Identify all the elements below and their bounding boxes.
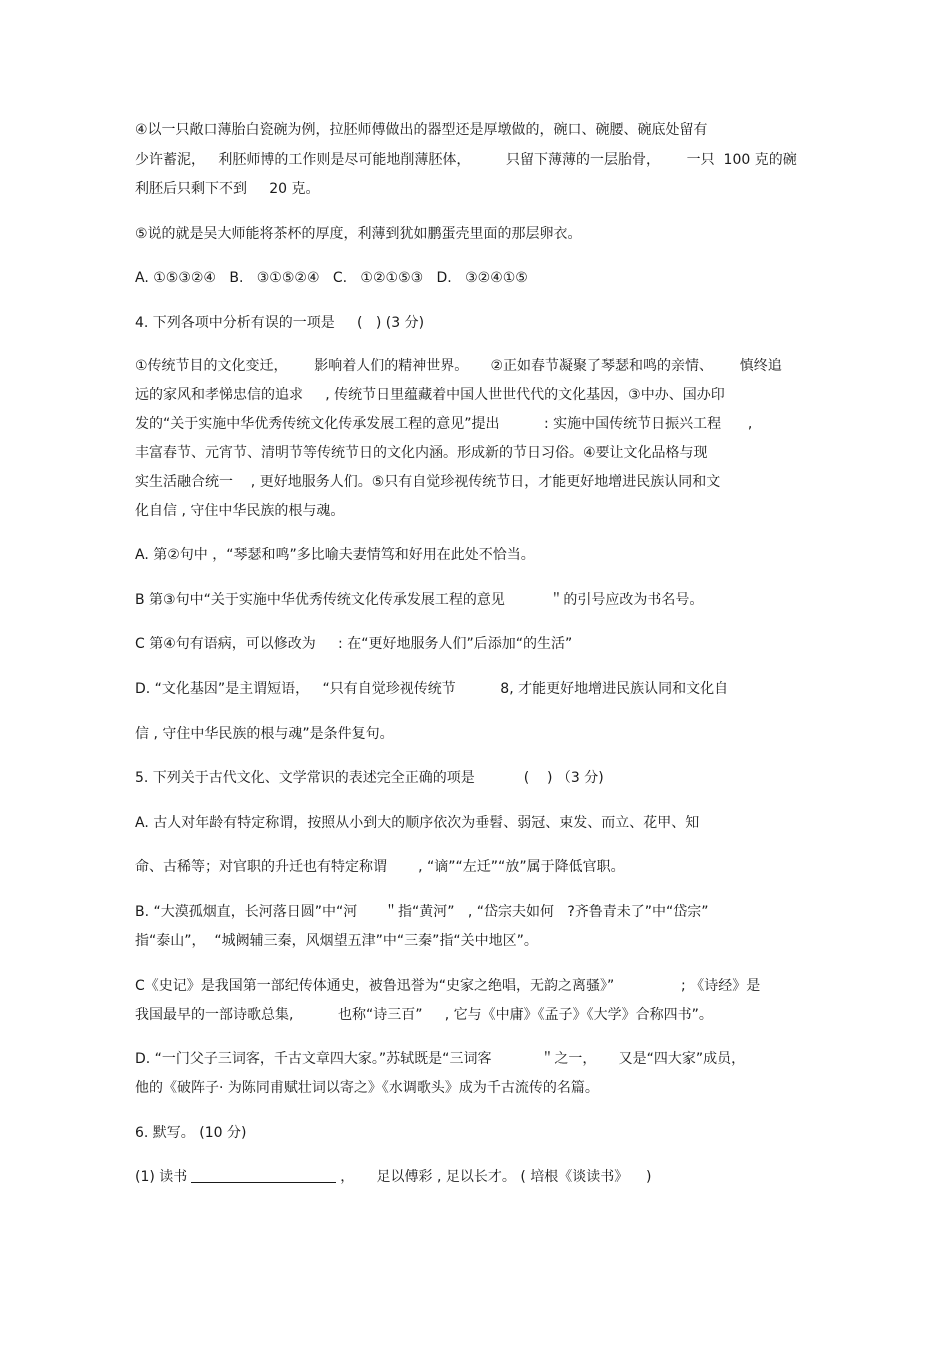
- q6-stem: 6. 默写。 (10 分): [135, 1125, 247, 1141]
- q4-para-line: 化自信 , 守住中华民族的根与魂。: [135, 503, 345, 519]
- passage-item5: ⑤说的就是吴大师能将茶杯的厚度，利薄到犹如鹏蛋壳里面的那层卵衣。: [135, 226, 582, 242]
- q4-option-d-line1: D. “文化基因”是主谓短语， “只有自觉珍视传统节 8, 才能更好地增进民族认同和文化自: [135, 681, 729, 697]
- q6-item1-prefix: (1) 读书: [135, 1169, 188, 1185]
- passage-item4-line3: 利胚后只剩下不到 20 克。: [135, 181, 320, 197]
- passage-item4-line1: ④以一只敞口薄胎白瓷碗为例，拉胚师傅做出的器型还是厚墩做的，碗口、碗腰、碗底处留有: [135, 122, 708, 138]
- q4-para-line: 丰富春节、元宵节、清明节等传统节日的文化内涵。形成新的节日习俗。④要让文化品格与现: [135, 445, 708, 461]
- q5-option-d-line2: 他的《破阵子· 为陈同甫赋壮词以寄之》《水调歌头》成为千古流传的名篇。: [135, 1080, 599, 1096]
- q5-option-b-line2: 指“泰山”， “城阙辅三秦，风烟望五津”中“三秦”指“关中地区”。: [135, 933, 538, 949]
- q4-option-a: A. 第②句中 ，“琴瑟和鸣”多比喻夫妻情笃和好用在此处不恰当。: [135, 547, 535, 563]
- q5-option-a-line1: A. 古人对年龄有特定称谓，按照从小到大的顺序依次为垂髫、弱冠、束发、而立、花甲、知: [135, 815, 700, 831]
- q5-option-c-line1: C《史记》是我国第一部纪传体通史，被鲁迅誉为“史家之绝唱，无韵之离骚》” ; 《诗经》是: [135, 978, 761, 994]
- q5-stem: 5. 下列关于古代文化、文学常识的表述完全正确的项是 ( ) （3 分): [135, 770, 604, 786]
- q5-option-b-line1: B. “大漠孤烟直，长河落日圆”中“河 ＂指“黄河” , “岱宗夫如何 ?齐鲁青未了”中“岱宗”: [135, 904, 709, 920]
- q4-para-line: 远的家风和孝悌忠信的追求 , 传统节日里蕴藏着中国人世世代代的文化基因，③中办、国办印: [135, 387, 725, 403]
- q5-option-d-line1: D. “一门父子三词客，千古文章四大家。”苏轼既是“三词客 ＂之一， 又是“四大家”成员，: [135, 1051, 746, 1067]
- q6-item1: [135, 1167, 652, 1187]
- q4-para-line: 发的“关于实施中华优秀传统文化传承发展工程的意见”提出 : 实施中国传统节日振兴工程 ,: [135, 416, 753, 432]
- q3-options: A. ①⑤③②④ B. ③①⑤②④ C. ①②①⑤③ D. ③②④①⑤: [135, 270, 528, 286]
- q4-option-d-line2: 信 , 守住中华民族的根与魂”是条件复句。: [135, 726, 394, 742]
- q4-para-line: ①传统节目的文化变迁， 影响着人们的精神世界。 ②正如春节凝聚了琴瑟和鸣的亲情、 慎终追: [135, 358, 782, 374]
- passage-item4-line2: 少许蓄泥， 利胚师博的工作则是尽可能地削薄胚体， 只留下薄薄的一层胎骨， 一只 100 克的碗: [135, 152, 797, 168]
- q6-item1-suffix: ， 足以傅彩 , 足以长才。 ( 培根《谈读书》 ): [340, 1169, 652, 1185]
- q4-option-b: B 第③句中“关于实施中华优秀传统文化传承发展工程的意见 ＂的引号应改为书名号。: [135, 592, 704, 608]
- q5-option-a-line2: 命、古稀等；对官职的升迁也有特定称谓 , “谪”“左迁”“放”属于降低官职。: [135, 859, 625, 875]
- q5-option-c-line2: 我国最早的一部诗歌总集, 也称“诗三百” , 它与《中庸》《孟子》《大学》合称四书”。: [135, 1007, 713, 1023]
- q6-item1-blank[interactable]: [191, 1168, 336, 1183]
- q4-option-c: C 第④句有语病，可以修改为 : 在“更好地服务人们”后添加“的生活”: [135, 636, 573, 652]
- q4-para-line: 实生活融合统一 , 更好地服务人们。⑤只有自觉珍视传统节日，才能更好地增进民族认同和文: [135, 474, 721, 490]
- q4-stem: 4. 下列各项中分析有误的一项是 ( ) (3 分): [135, 315, 425, 331]
